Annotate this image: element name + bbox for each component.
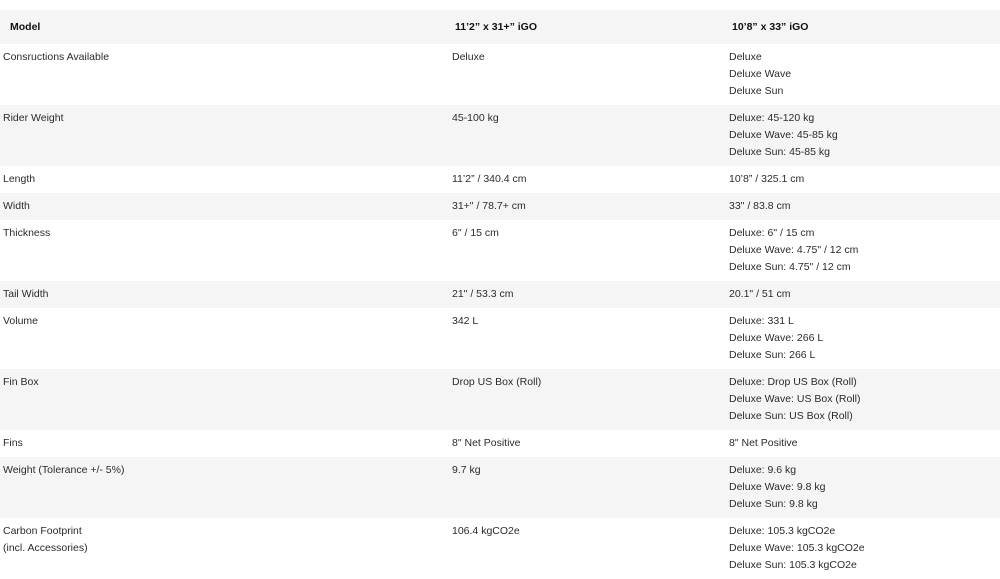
spec-value: 6" / 15 cm (452, 227, 499, 239)
spec-value: Deluxe (452, 51, 485, 63)
spec-label-cell (0, 220, 449, 281)
table-row (0, 518, 1000, 579)
spec-label: Thickness (3, 227, 51, 239)
spec-label-cell (0, 105, 449, 166)
spec-label: Volume (3, 315, 39, 327)
spec-label-cell (0, 193, 449, 220)
board-10-8-value-cell (726, 44, 1000, 105)
spec-value: Deluxe Wave: 266 L (729, 332, 824, 344)
spec-value: 21" / 53.3 cm (452, 288, 514, 300)
spec-value: Deluxe: 6" / 15 cm (729, 227, 815, 239)
spec-value: Deluxe Wave (729, 68, 792, 80)
board-11-2-value-cell (449, 430, 726, 457)
spec-value: Deluxe: 45-120 kg (729, 112, 815, 124)
spec-value: Deluxe: 331 L (729, 315, 794, 327)
table-row (0, 220, 1000, 281)
spec-label-cell (0, 308, 449, 369)
spec-label: Length (3, 173, 36, 185)
spec-value: Deluxe Wave: 45-85 kg (729, 129, 838, 141)
board-10-8-value-cell (726, 518, 1000, 579)
model-header: Model (10, 21, 41, 33)
spec-label: Tail Width (3, 288, 49, 300)
board-11-2-header: 11’2” x 31+” iGO (455, 21, 538, 33)
spec-value: Deluxe Sun: 9.8 kg (729, 498, 818, 510)
spec-label-cell (0, 430, 449, 457)
spec-label-cell (0, 369, 449, 430)
spec-value: Deluxe Sun: US Box (Roll) (729, 410, 853, 422)
spec-value: 33" / 83.8 cm (729, 200, 791, 212)
spec-label-cell (0, 518, 449, 579)
table-row (0, 430, 1000, 457)
board-10-8-value-cell (726, 369, 1000, 430)
table-header-row (0, 10, 1000, 44)
board-10-8-value-cell (726, 105, 1000, 166)
table-row (0, 281, 1000, 308)
spec-label: (incl. Accessories) (3, 542, 88, 554)
board-11-2-value-cell (449, 166, 726, 193)
spec-value: Deluxe: Drop US Box (Roll) (729, 376, 857, 388)
board-10-8-value-cell (726, 166, 1000, 193)
spec-label: Weight (Tolerance +/- 5%) (3, 464, 125, 476)
table-row (0, 193, 1000, 220)
spec-value: Deluxe Wave: 4.75" / 12 cm (729, 244, 859, 256)
board-11-2-value-cell (449, 518, 726, 579)
spec-value: Deluxe: 9.6 kg (729, 464, 797, 476)
spec-label-cell (0, 44, 449, 105)
board-11-2-value-cell (449, 457, 726, 518)
spec-value: 8" Net Positive (452, 437, 521, 449)
spec-label: Fin Box (3, 376, 39, 388)
board-11-2-value-cell (449, 308, 726, 369)
table-row (0, 308, 1000, 369)
spec-value: Deluxe Wave: US Box (Roll) (729, 393, 861, 405)
spec-value: Deluxe Sun: 266 L (729, 349, 816, 361)
spec-label: Carbon Footprint (3, 525, 82, 537)
board-11-2-value-cell (449, 281, 726, 308)
spec-value: 9.7 kg (452, 464, 481, 476)
spec-table (0, 10, 1000, 579)
spec-label: Rider Weight (3, 112, 64, 124)
table-row (0, 44, 1000, 105)
spec-label: Fins (3, 437, 23, 449)
spec-value: 45-100 kg (452, 112, 499, 124)
board-10-8-value-cell (726, 193, 1000, 220)
spec-value: 10’8” / 325.1 cm (729, 173, 805, 185)
spec-label-cell (0, 457, 449, 518)
spec-label-cell (0, 281, 449, 308)
spec-value: Deluxe Sun: 105.3 kgCO2e (729, 559, 857, 571)
table-row (0, 105, 1000, 166)
table-row (0, 166, 1000, 193)
spec-label-cell (0, 166, 449, 193)
board-10-8-value-cell (726, 430, 1000, 457)
board-11-2-value-cell (449, 193, 726, 220)
spec-value: Deluxe Wave: 105.3 kgCO2e (729, 542, 865, 554)
spec-value: Deluxe: 105.3 kgCO2e (729, 525, 836, 537)
spec-value: 31+" / 78.7+ cm (452, 200, 526, 212)
spec-value: 342 L (452, 315, 479, 327)
board-11-2-value-cell (449, 220, 726, 281)
spec-value: 8" Net Positive (729, 437, 798, 449)
spec-value: Deluxe Sun (729, 85, 784, 97)
spec-value: 106.4 kgCO2e (452, 525, 520, 537)
spec-value: Drop US Box (Roll) (452, 376, 542, 388)
spec-value: 20.1" / 51 cm (729, 288, 791, 300)
spec-label: Consructions Available (3, 51, 110, 63)
spec-value: Deluxe Sun: 4.75" / 12 cm (729, 261, 851, 273)
board-10-8-value-cell (726, 457, 1000, 518)
spec-value: 11’2” / 340.4 cm (452, 173, 527, 185)
board-11-2-value-cell (449, 369, 726, 430)
spec-value: Deluxe Sun: 45-85 kg (729, 146, 830, 158)
board-10-8-header: 10’8” x 33” iGO (732, 21, 809, 33)
spec-table-body (0, 44, 1000, 579)
spec-value: Deluxe (729, 51, 762, 63)
board-10-8-value-cell (726, 308, 1000, 369)
table-row (0, 457, 1000, 518)
spec-label: Width (3, 200, 30, 212)
board-10-8-value-cell (726, 220, 1000, 281)
spec-value: Deluxe Wave: 9.8 kg (729, 481, 826, 493)
table-row (0, 369, 1000, 430)
board-11-2-value-cell (449, 105, 726, 166)
board-10-8-value-cell (726, 281, 1000, 308)
board-11-2-value-cell (449, 44, 726, 105)
